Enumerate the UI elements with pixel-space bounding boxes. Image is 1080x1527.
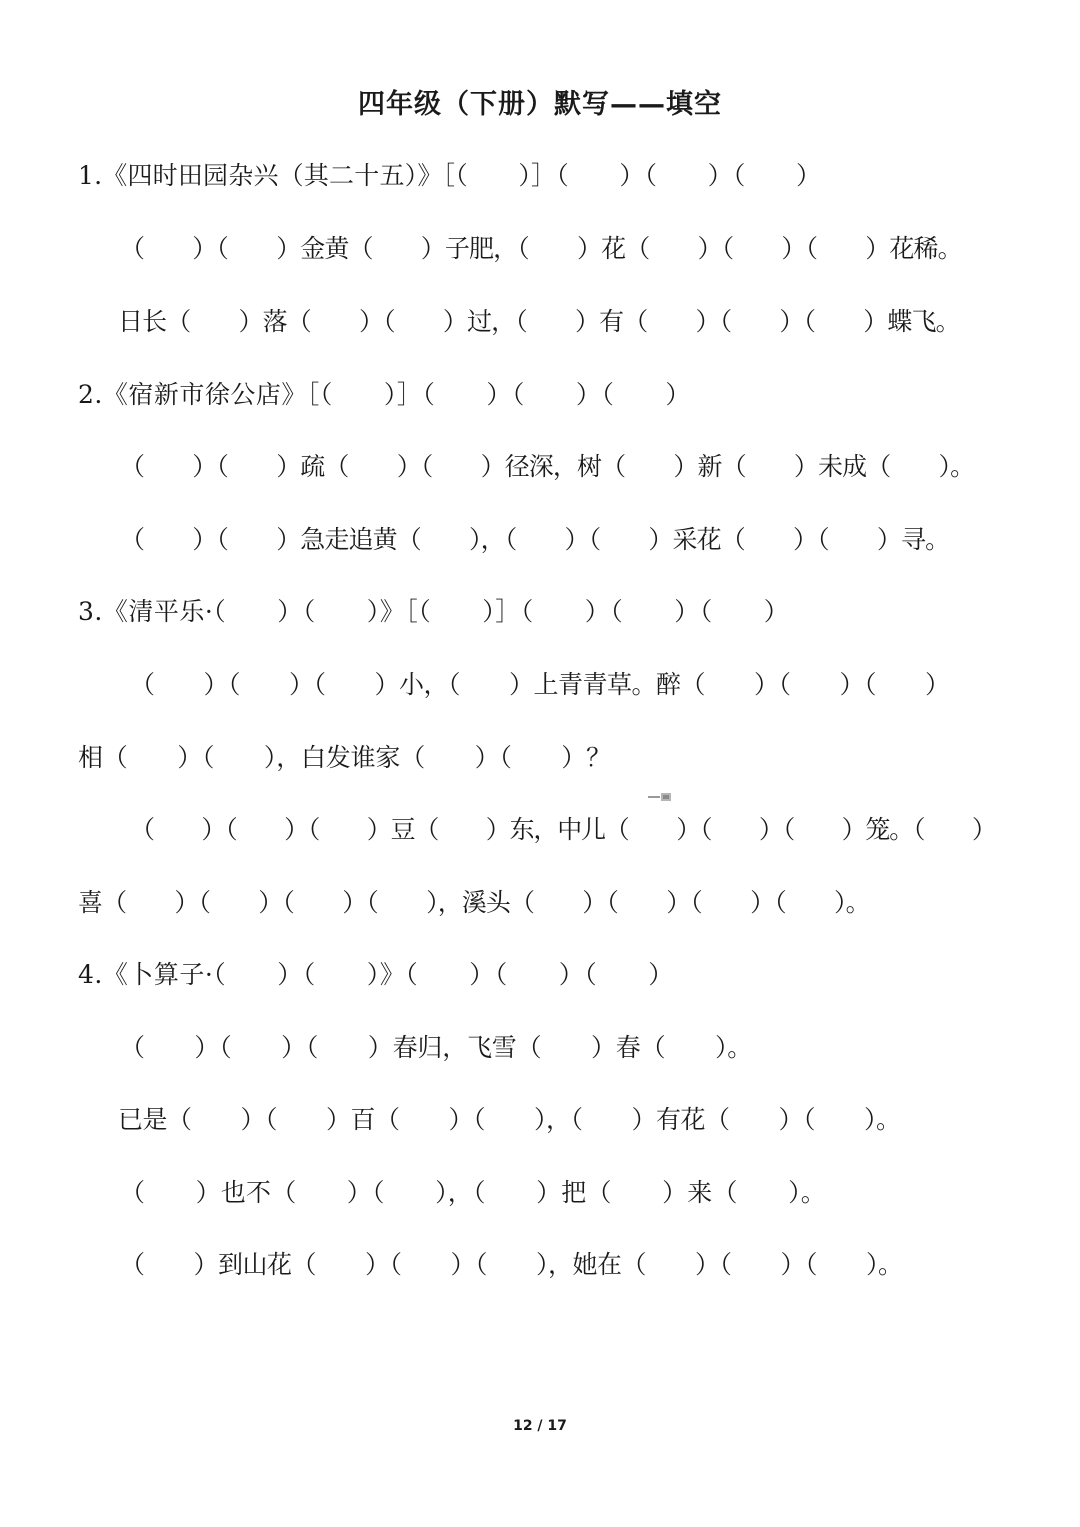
list-item: （ ）到山花（ ）（ ）（ ），她在（ ）（ ）（ ）。 bbox=[120, 1250, 903, 1279]
list-item: （ ）（ ）金黄（ ）子肥，（ ）花（ ）（ ）（ ）花稀。 bbox=[120, 234, 962, 263]
list-item: （ ）（ ）疏（ ）（ ）径深，树（ ）新（ ）未成（ ）。 bbox=[120, 452, 975, 481]
list-item: 喜（ ）（ ）（ ）（ ），溪头（ ）（ ）（ ）（ ）。 bbox=[78, 888, 870, 917]
list-item: 日长（ ）落（ ）（ ）过，（ ）有（ ）（ ）（ ）蝶飞。 bbox=[118, 307, 960, 336]
page-number: 12 / 17 bbox=[513, 1418, 567, 1434]
list-item: 相（ ）（ ），白发谁家（ ）（ ）？ bbox=[78, 743, 611, 772]
list-item: 1.《四时田园杂兴（其二十五）》［（ ）］（ ）（ ）（ ） bbox=[78, 161, 822, 190]
list-item: 3.《清平乐·（ ）（ ）》［（ ）］（ ）（ ）（ ） bbox=[78, 597, 790, 626]
list-item: 4.《卜算子·（ ）（ ）》（ ）（ ）（ ） bbox=[78, 960, 674, 989]
list-item: （ ）也不（ ）（ ），（ ）把（ ）来（ ）。 bbox=[120, 1178, 827, 1207]
list-item: （ ）（ ）（ ）小，（ ）上青青草。醉（ ）（ ）（ ） bbox=[130, 670, 950, 699]
list-item: （ ）（ ）急走追黄（ ），（ ）（ ）采花（ ）（ ）寻。 bbox=[120, 525, 950, 554]
scan-mark-icon bbox=[647, 788, 673, 800]
list-item: （ ）（ ）（ ）春归，飞雪（ ）春（ ）。 bbox=[120, 1033, 753, 1062]
list-item: 已是（ ）（ ）百（ ）（ ），（ ）有花（ ）（ ）。 bbox=[118, 1105, 901, 1134]
page-title: 四年级（下册）默写——填空 bbox=[358, 89, 722, 120]
list-item: （ ）（ ）（ ）豆（ ）东，中儿（ ）（ ）（ ）笼。（ ） bbox=[130, 815, 996, 844]
list-item: 2.《宿新市徐公店》［（ ）］（ ）（ ）（ ） bbox=[78, 380, 691, 409]
